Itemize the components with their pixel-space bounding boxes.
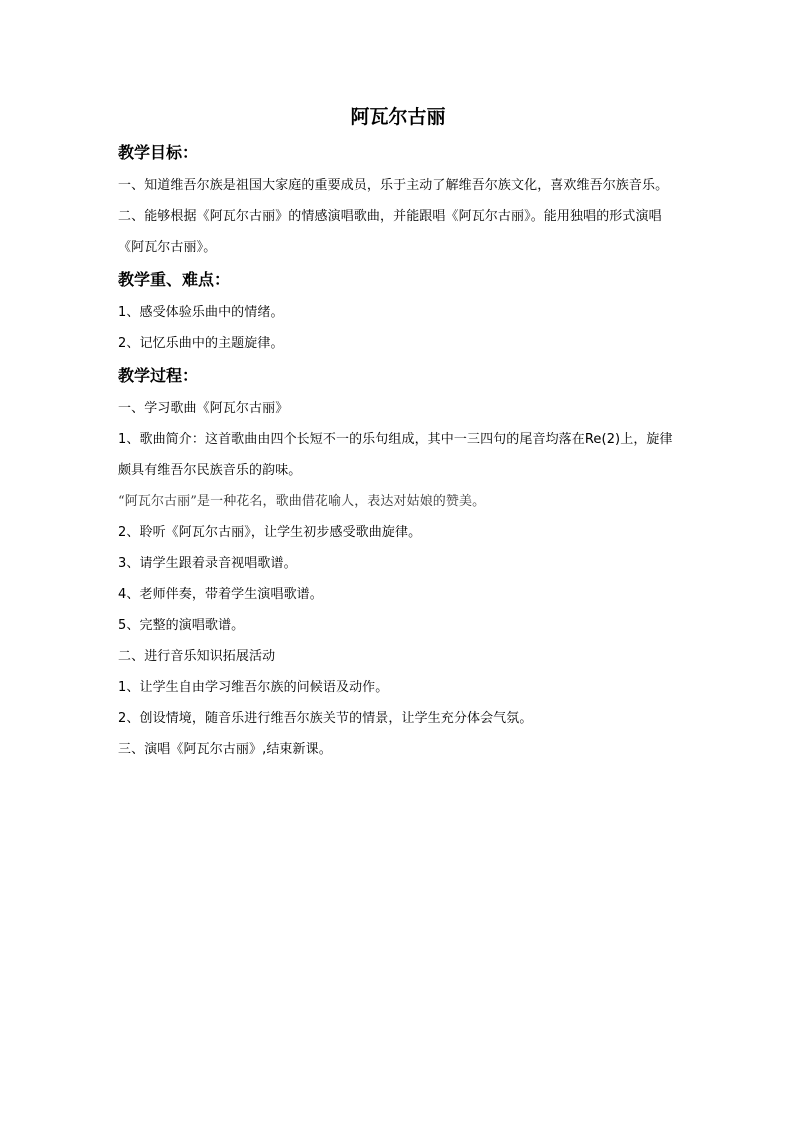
process-item-1: 一、学习歌曲《阿瓦尔古丽》 xyxy=(118,401,289,416)
process-item-2: 1、歌曲简介：这首歌曲由四个长短不一的乐句组成，其中一三四句的尾音均落在Re(2)上，旋律颇具有维吾尔民族音乐的韵味。 xyxy=(118,432,673,478)
keypoints-heading: 教学重、难点： xyxy=(118,270,231,289)
process-item-5: 3、请学生跟着录音视唱歌谱。 xyxy=(118,556,297,571)
process-item-3: “阿瓦尔古丽”是一种花名，歌曲借花喻人，表达对姑娘的赞美。 xyxy=(118,494,486,509)
goals-item-1: 一、知道维吾尔族是祖国大家庭的重要成员，乐于主动了解维吾尔族文化，喜欢维吾尔族音乐。 xyxy=(118,178,669,193)
goals-item-2: 二、能够根据《阿瓦尔古丽》的情感演唱歌曲，并能跟唱《阿瓦尔古丽》。能用独唱的形式演唱《阿瓦尔古丽》。 xyxy=(118,209,662,255)
goals-heading: 教学目标： xyxy=(118,143,199,162)
document-page xyxy=(118,100,678,765)
process-item-4: 2、聆听《阿瓦尔古丽》，让学生初步感受歌曲旋律。 xyxy=(118,525,422,540)
keypoints-item-1: 1、感受体验乐曲中的情绪。 xyxy=(118,305,284,320)
keypoints-item-2: 2、记忆乐曲中的主题旋律。 xyxy=(118,336,284,351)
process-item-10: 2、创设情境，随音乐进行维吾尔族关节的情景，让学生充分体会气氛。 xyxy=(118,711,533,726)
process-item-8: 二、进行音乐知识拓展活动 xyxy=(118,649,276,664)
process-heading: 教学过程： xyxy=(118,366,199,385)
process-item-11: 三、演唱《阿瓦尔古丽》,结束新课。 xyxy=(118,742,332,757)
process-item-7: 5、完整的演唱歌谱。 xyxy=(118,618,245,633)
process-item-6: 4、老师伴奏，带着学生演唱歌谱。 xyxy=(118,587,323,602)
process-item-9: 1、让学生自由学习维吾尔族的问候语及动作。 xyxy=(118,680,389,695)
document-title: 阿瓦尔古丽 xyxy=(350,106,446,128)
